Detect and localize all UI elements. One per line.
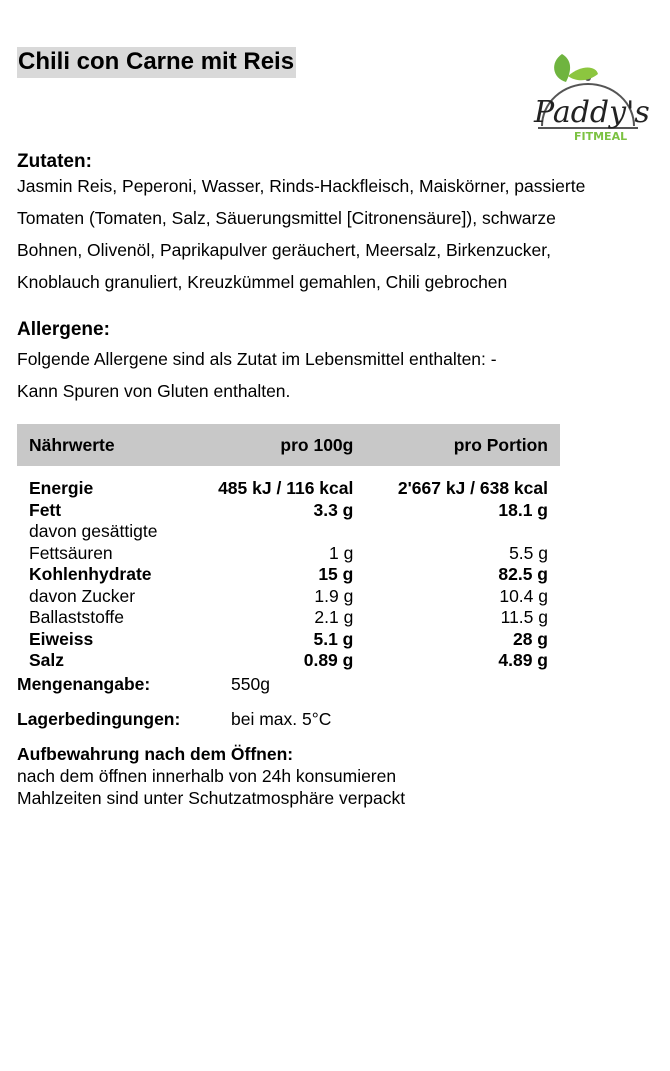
nutrient-name: Kohlenhydrate [29,564,152,584]
after-opening-line: Mahlzeiten sind unter Schutzatmosphäre verpackt [17,788,406,808]
logo-brand-text: Paddy's [534,95,650,130]
nutrient-name: Fettsäuren [29,542,113,563]
quantity-row [17,674,270,695]
ingredients-heading: Zutaten: [17,151,92,172]
product-title: Chili con Carne mit Reis [17,47,296,78]
nutrition-row [17,650,560,672]
nutrition-row [17,543,560,565]
nutrition-row [17,478,560,500]
nutrition-row [17,564,560,586]
quantity-label: Mengenangabe: [17,674,151,694]
brand-logo [528,48,652,160]
quantity-value: 550g [231,674,270,694]
ingredients-line: Jasmin Reis, Peperoni, Wasser, Rinds-Hackfleisch, Maiskörner, passierte [17,176,586,196]
value-per100: 485 kJ / 116 kcal [218,478,354,498]
nutrient-name: Salz [29,650,65,670]
nutrient-name: Fett [29,499,62,520]
ingredients-line: Bohnen, Olivenöl, Paprikapulver geräuchert, Meersalz, Birkenzucker, [17,240,552,260]
value-per100: 5.1 g [313,628,354,649]
storage-label: Lagerbedingungen: [17,709,181,729]
value-portion: 5.5 g [509,542,548,563]
nutrition-row [17,521,560,543]
nutrient-name: Energie [29,478,94,498]
storage-value: bei max. 5°C [231,709,332,729]
value-per100: 2.1 g [314,607,354,627]
allergens-line: Folgende Allergene sind als Zutat im Lebensmittel enthalten: - [17,349,497,369]
value-per100 [187,521,365,543]
allergens-line: Kann Spuren von Gluten enthalten. [17,381,291,401]
header-label: Nährwerte [17,424,187,466]
nutrition-header-row [17,424,560,466]
value-per100: 0.89 g [303,650,354,670]
nutrition-row [17,500,560,522]
logo-sub-text: FITMEAL [574,130,628,143]
storage-row [17,709,331,730]
allergens-heading: Allergene: [17,319,110,340]
nutrition-row [17,629,560,651]
value-portion: 82.5 g [498,564,548,584]
value-per100: 1 g [329,542,354,563]
nutrient-name: davon gesättigte [29,521,158,541]
nutrient-name: Eiweiss [29,628,94,649]
nutrient-name: davon Zucker [29,585,136,606]
ingredients-line: Tomaten (Tomaten, Salz, Säuerungsmittel [Citronensäure]), schwarze [17,208,556,228]
value-per100: 1.9 g [314,585,354,606]
ingredients-line: Knoblauch granuliert, Kreuzkümmel gemahlen, Chili gebrochen [17,272,508,292]
value-portion: 18.1 g [498,499,548,520]
value-per100: 15 g [318,564,354,584]
nutrition-row [17,586,560,608]
value-portion: 2'667 kJ / 638 kcal [397,478,548,498]
leaf-icon [554,54,570,82]
nutrient-name: Ballaststoffe [29,607,125,627]
after-opening-heading: Aufbewahrung nach dem Öffnen: [17,744,294,764]
after-opening-line: nach dem öffnen innerhalb von 24h konsumieren [17,766,397,786]
header-per100: pro 100g [187,424,365,466]
value-portion: 4.89 g [498,650,548,670]
value-portion [365,521,560,543]
ingredients-text [17,170,637,298]
nutrition-table [17,424,560,672]
header-portion: pro Portion [365,424,560,466]
value-portion: 11.5 g [500,607,548,627]
value-portion: 10.4 g [499,585,548,606]
value-per100: 3.3 g [313,499,354,520]
value-portion: 28 g [512,628,548,649]
allergens-text [17,343,637,407]
nutrition-row [17,607,560,629]
after-opening [17,743,405,809]
